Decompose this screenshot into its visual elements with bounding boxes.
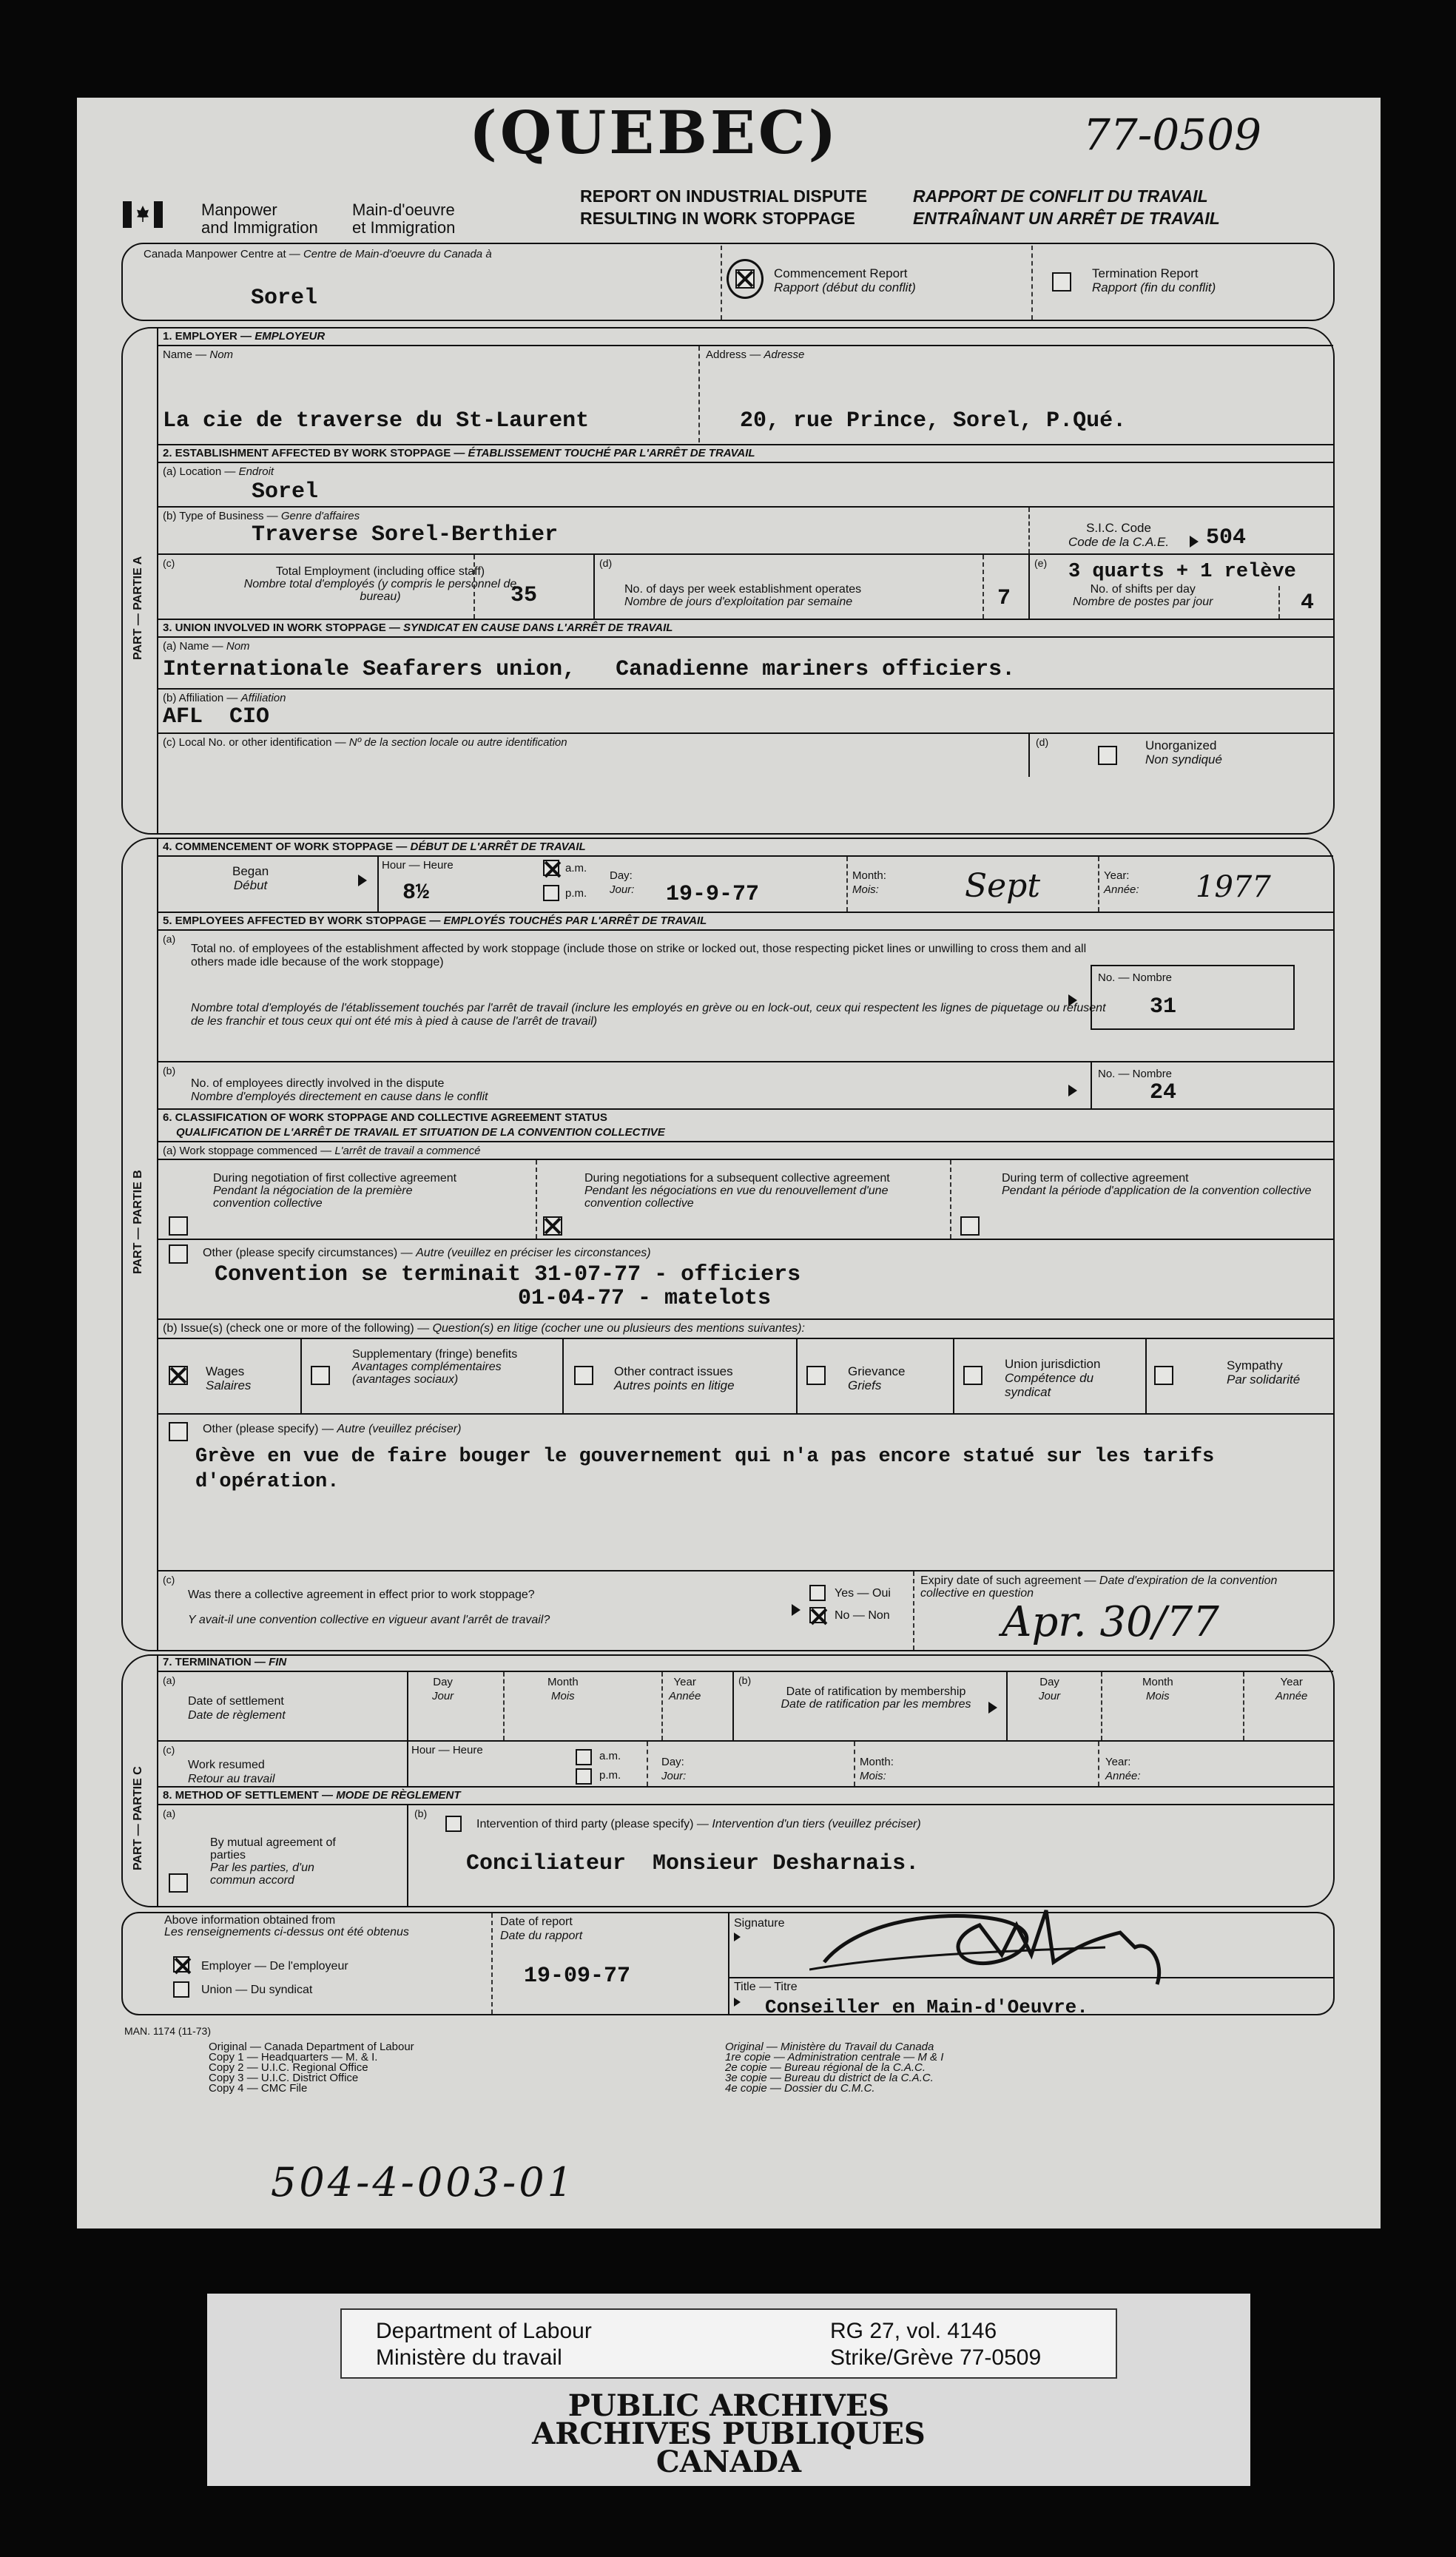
- title-en-line1: REPORT ON INDUSTRIAL DISPUTE: [580, 186, 868, 206]
- archive-stamp-1: PUBLIC ARCHIVES: [567, 2388, 890, 2423]
- resumed-month-label: Month: Mois:: [860, 1756, 894, 1782]
- unorg-label: Unorganized Non syndiqué: [1145, 738, 1222, 767]
- grievance-checkbox[interactable]: [806, 1366, 826, 1385]
- settle-month-label: Month Mois: [547, 1676, 579, 1702]
- title-value: Conseiller en Main-d'Oeuvre.: [765, 1996, 1088, 2018]
- began-label: Began Début: [232, 864, 269, 892]
- title-en-line2: RESULTING IN WORK STOPPAGE: [580, 209, 855, 228]
- other-contract-checkbox[interactable]: [574, 1366, 593, 1385]
- other-circumstances-line2: 01-04-77 - matelots: [518, 1286, 772, 1311]
- sic-value: 504: [1206, 525, 1247, 550]
- signature-scribble: [809, 1881, 1194, 1992]
- total-affected-label: No. — Nombre: [1098, 971, 1173, 984]
- info-source-label: Above information obtained from Les renseignements ci-dessus ont été obtenus: [164, 1914, 409, 1938]
- title-fr-line2: ENTRAÎNANT UN ARRÊT DE TRAVAIL: [913, 209, 1220, 228]
- union-name-label: (a) Name — Nom: [163, 640, 250, 653]
- archive-strip: [207, 2294, 1250, 2486]
- total-emp-value: 35: [510, 583, 538, 608]
- employees-b-tag: (b): [163, 1065, 176, 1077]
- shifts-value: 4: [1301, 590, 1315, 616]
- agreement-yes-checkbox[interactable]: [809, 1585, 826, 1601]
- settle-year-label: Year Année: [669, 1676, 701, 1702]
- form-sheet: [77, 98, 1381, 2228]
- file-code-handwriting: 504-4-003-01: [271, 2159, 576, 2206]
- establishment-header: 2. ESTABLISHMENT AFFECTED BY WORK STOPPAGE — ÉTABLISSEMENT TOUCHÉ PAR L'ARRÊT DE TRAVAIL: [163, 447, 755, 459]
- form-number: MAN. 1174 (11-73): [124, 2025, 211, 2037]
- direct-value: 24: [1150, 1080, 1177, 1105]
- other-circumstances-label: Other (please specify circumstances) — Autre (veuillez en préciser les circonstances): [203, 1247, 651, 1259]
- employer-address-label: Address — Adresse: [706, 348, 805, 361]
- supplementary-checkbox[interactable]: [311, 1366, 330, 1385]
- resumed-am-label: a.m.: [599, 1750, 621, 1762]
- from-union-label: Union — Du syndicat: [201, 1984, 313, 1996]
- agreement-yes-label: Yes — Oui: [835, 1587, 891, 1600]
- archive-ref2: Strike/Grève 77-0509: [830, 2345, 1042, 2370]
- agreement-c-tag: (c): [163, 1574, 175, 1586]
- other-contract-label: Other contract issues Autres points en litige: [614, 1364, 735, 1392]
- employees-b-label: No. of employees directly involved in the dispute Nombre d'employés directement en cause dans le conflit: [191, 1077, 488, 1103]
- third-party-label: Intervention of third party (please specify) — Intervention d'un tiers (veuillez préciser): [476, 1818, 921, 1830]
- settlement-b-tag: (b): [414, 1808, 428, 1819]
- commencement-label: Commencement Report Rapport (début du conflit): [774, 266, 916, 294]
- part-a-label: PART — PARTIE A: [132, 556, 144, 660]
- settlement-header: 8. METHOD OF SETTLEMENT — MODE DE RÈGLEMENT: [163, 1789, 461, 1802]
- employer-name: La cie de traverse du St-Laurent: [163, 408, 590, 434]
- employer-header: 1. EMPLOYER — EMPLOYEUR: [163, 330, 326, 343]
- shifts-note: 3 quarts + 1 relève: [1068, 561, 1296, 583]
- ratif-month-label: Month Mois: [1142, 1676, 1173, 1702]
- first-agreement-checkbox[interactable]: [169, 1216, 188, 1236]
- total-affected-value: 31: [1150, 994, 1177, 1020]
- am-label: a.m.: [565, 862, 587, 875]
- centre-value: Sorel: [251, 286, 318, 311]
- day-label: Day: Jour:: [610, 869, 635, 896]
- days-label: No. of days per week establishment operates Nombre de jours d'exploitation par semaine: [624, 583, 862, 608]
- archive-ref1: RG 27, vol. 4146: [830, 2319, 997, 2343]
- first-agreement-label: During negotiation of first collective agreement Pendant la négociation de la première convention collective: [213, 1172, 457, 1210]
- issue-other-line1: Grève en vue de faire bouger le gouvernement qui n'a pas encore statué sur les tarifs: [195, 1446, 1215, 1468]
- hour-label: Hour — Heure: [382, 859, 454, 872]
- employees-a-fr: Nombre total d'employés de l'établissement touchés par l'arrêt de travail (inclure les employés en grève ou en lock-out, ceux qui respectent les lignes de piquetage ou refusent de les franchir et tous ceux qui ont été mis à pied à cause de l'arrêt de travail): [191, 1002, 1106, 1028]
- dept-en-line1: Manpower: [201, 201, 277, 219]
- resumed-year-label: Year: Année:: [1105, 1756, 1141, 1782]
- termination-c-tag: (c): [163, 1744, 175, 1756]
- pm-label: p.m.: [565, 887, 587, 900]
- other-circumstances-line1: Convention se terminait 31-07-77 - officiers: [215, 1262, 801, 1287]
- resumed-pm-checkbox[interactable]: [576, 1768, 592, 1785]
- month-value: Sept: [965, 867, 1041, 905]
- third-party-checkbox[interactable]: [445, 1816, 462, 1832]
- classification-header-en: 6. CLASSIFICATION OF WORK STOPPAGE AND COLLECTIVE AGREEMENT STATUS: [163, 1111, 607, 1124]
- location-value: Sorel: [252, 479, 319, 505]
- part-b-label: PART — PARTIE B: [132, 1170, 144, 1274]
- from-union-checkbox[interactable]: [173, 1981, 189, 1998]
- month-label: Month: Mois:: [852, 869, 886, 896]
- sic-label: S.I.C. Code Code de la C.A.E.: [1068, 521, 1170, 549]
- agreement-no-label: No — Non: [835, 1609, 890, 1622]
- province-handwriting: (QUEBEC): [469, 98, 840, 167]
- am-checkbox[interactable]: [543, 860, 559, 876]
- part-c-label: PART — PARTIE C: [132, 1766, 144, 1870]
- settlement-date-label: Date of settlement Date de règlement: [188, 1695, 286, 1722]
- third-party-value: Conciliateur Monsieur Desharnais.: [466, 1851, 920, 1876]
- business-label: (b) Type of Business — Genre d'affaires: [163, 510, 360, 522]
- term-agreement-label: During term of collective agreement Pendant la période d'application de la convention collective: [1002, 1172, 1312, 1197]
- title-label: Title — Titre: [734, 1981, 798, 1993]
- subsequent-agreement-label: During negotiations for a subsequent collective agreement Pendant les négociations en vue du renouvellement d'une convention collective: [584, 1172, 890, 1210]
- copies-fr-list: Original — Ministère du Travail du Canada 1re copie — Administration centrale — M & I 2e copie — Bureau régional de la C.A.C. 3e copie — Bureau du district de la C.A.C. 4e copie — Dossier du C.M.C.: [725, 2041, 944, 2095]
- pm-checkbox[interactable]: [543, 885, 559, 901]
- affil-value: AFL CIO: [163, 704, 270, 730]
- expiry-label: Expiry date of such agreement — Date d'expiration de la convention collective en question: [920, 1574, 1278, 1600]
- days-tag: (d): [599, 557, 613, 569]
- archive-dept-fr: Ministère du travail: [376, 2345, 562, 2370]
- report-date-value: 19-09-77: [524, 1964, 631, 1989]
- day-value: 19-9-77: [666, 882, 760, 907]
- termination-label: Termination Report Rapport (fin du conflit): [1092, 266, 1216, 294]
- archive-stamp-2: ARCHIVES PUBLIQUES: [532, 2416, 926, 2451]
- shifts-tag: (e): [1034, 557, 1048, 569]
- days-value: 7: [997, 586, 1011, 611]
- archive-tag: [340, 2308, 1117, 2379]
- jurisdiction-label: Union jurisdiction Compétence du syndicat: [1005, 1357, 1101, 1399]
- ratification-label: Date of ratification by membership Date de ratification par les membres: [781, 1685, 971, 1711]
- centre-label: Canada Manpower Centre at — Centre de Main-d'oeuvre du Canada à: [144, 248, 492, 260]
- grievance-label: Grievance Griefs: [848, 1364, 906, 1392]
- sympathy-checkbox[interactable]: [1154, 1366, 1173, 1385]
- union-header: 3. UNION INVOLVED IN WORK STOPPAGE — SYNDICAT EN CAUSE DANS L'ARRÊT DE TRAVAIL: [163, 621, 673, 634]
- affil-label: (b) Affiliation — Affiliation: [163, 692, 286, 704]
- resumed-label: Work resumed Retour au travail: [188, 1759, 275, 1785]
- dept-fr-line1: Main-d'oeuvre: [352, 201, 455, 219]
- employer-name-label: Name — Nom: [163, 348, 234, 361]
- file-number-handwriting: 77-0509: [1083, 110, 1262, 160]
- stoppage-commenced-label: (a) Work stoppage commenced — L'arrêt de travail a commencé: [163, 1145, 481, 1157]
- copies-en-list: Original — Canada Department of Labour Copy 1 — Headquarters — M. & I. Copy 2 — U.I.C. Regional Office Copy 3 — U.I.C. District Office Copy 4 — CMC File: [209, 2041, 414, 2095]
- wages-checkbox[interactable]: [169, 1366, 188, 1385]
- ratif-day-label: Day Jour: [1039, 1676, 1061, 1702]
- total-emp-tag: (c): [163, 557, 175, 569]
- classification-header-fr: QUALIFICATION DE L'ARRÊT DE TRAVAIL ET SITUATION DE LA CONVENTION COLLECTIVE: [176, 1126, 665, 1139]
- dept-en-line2: and Immigration: [201, 218, 318, 237]
- local-label: (c) Local No. or other identification — Nº de la section locale ou autre identification: [163, 736, 567, 749]
- expiry-value: Apr. 30/77: [1002, 1598, 1219, 1646]
- union-name: Internationale Seafarers union, Canadienne mariners officiers.: [163, 657, 1016, 682]
- issues-label: (b) Issue(s) (check one or more of the following) — Question(s) en litige (cocher une ou plusieurs des mentions suivantes):: [163, 1322, 805, 1335]
- settle-day-label: Day Jour: [432, 1676, 454, 1702]
- termination-a-tag: (a): [163, 1674, 176, 1686]
- from-employer-label: Employer — De l'employeur: [201, 1960, 348, 1973]
- ratif-year-label: Year Année: [1275, 1676, 1308, 1702]
- shifts-label: No. of shifts per day Nombre de postes par jour: [1073, 583, 1213, 608]
- other-circumstances-checkbox[interactable]: [169, 1244, 188, 1264]
- year-value: 1977: [1196, 870, 1271, 904]
- direct-label: No. — Nombre: [1098, 1068, 1173, 1080]
- resumed-day-label: Day: Jour:: [661, 1756, 687, 1782]
- resumed-hour-label: Hour — Heure: [411, 1744, 483, 1756]
- report-date-label: Date of report Date du rapport: [500, 1916, 583, 1942]
- signature-label: Signature: [734, 1917, 785, 1930]
- settlement-a-tag: (a): [163, 1808, 176, 1819]
- dept-fr-line2: et Immigration: [352, 218, 456, 237]
- sympathy-label: Sympathy Par solidarité: [1227, 1358, 1301, 1387]
- employees-header: 5. EMPLOYEES AFFECTED BY WORK STOPPAGE — EMPLOYÉS TOUCHÉS PAR L'ARRÊT DE TRAVAIL: [163, 914, 707, 927]
- canada-flag-icon: [123, 201, 163, 228]
- unorganized-checkbox[interactable]: [1098, 746, 1117, 765]
- jurisdiction-checkbox[interactable]: [963, 1366, 983, 1385]
- term-agreement-checkbox[interactable]: [960, 1216, 980, 1236]
- agreement-question-fr: Y avait-il une convention collective en vigueur avant l'arrêt de travail?: [188, 1614, 550, 1626]
- mutual-agreement-checkbox[interactable]: [169, 1873, 188, 1893]
- total-emp-label: Total Employment (including office staff) Nombre total d'employés (y compris le personnel de bureau): [243, 565, 517, 603]
- from-employer-checkbox[interactable]: [173, 1956, 189, 1973]
- unorg-tag: (d): [1036, 736, 1049, 748]
- subsequent-agreement-checkbox[interactable]: [543, 1216, 562, 1236]
- supplementary-label: Supplementary (fringe) benefits Avantages complémentaires (avantages sociaux): [352, 1348, 518, 1386]
- employees-a-tag: (a): [163, 933, 176, 945]
- hour-value: 8½: [402, 880, 430, 906]
- employees-a-en: Total no. of employees of the establishment affected by work stoppage (include those on strike or locked out, those respecting picket lines or unwilling to cross them and all others made idle because of the work stoppage): [191, 943, 1087, 968]
- commencement-header: 4. COMMENCEMENT OF WORK STOPPAGE — DÉBUT DE L'ARRÊT DE TRAVAIL: [163, 840, 586, 853]
- termination-header: 7. TERMINATION — FIN: [163, 1656, 287, 1668]
- commencement-circle: [727, 259, 764, 299]
- agreement-question-en: Was there a collective agreement in effect prior to work stoppage?: [188, 1589, 535, 1601]
- business-value: Traverse Sorel-Berthier: [252, 522, 559, 548]
- issue-other-line2: d'opération.: [195, 1471, 340, 1493]
- archive-dept-en: Department of Labour: [376, 2319, 592, 2343]
- resumed-am-checkbox[interactable]: [576, 1749, 592, 1765]
- agreement-no-checkbox[interactable]: [809, 1607, 826, 1623]
- archive-stamp-3: CANADA: [655, 2445, 802, 2479]
- employer-address: 20, rue Prince, Sorel, P.Qué.: [740, 408, 1127, 434]
- issue-other-label: Other (please specify) — Autre (veuillez préciser): [203, 1423, 462, 1435]
- issue-other-checkbox[interactable]: [169, 1422, 188, 1441]
- title-fr-line1: RAPPORT DE CONFLIT DU TRAVAIL: [913, 186, 1208, 206]
- wages-label: Wages Salaires: [206, 1364, 252, 1392]
- termination-b-tag: (b): [738, 1674, 752, 1686]
- termination-checkbox[interactable]: [1052, 272, 1071, 292]
- year-label: Year: Année:: [1104, 869, 1139, 896]
- location-label: (a) Location — Endroit: [163, 465, 274, 478]
- resumed-pm-label: p.m.: [599, 1769, 621, 1782]
- mutual-agreement-label: By mutual agreement of parties Par les parties, d'un commun accord: [210, 1836, 336, 1887]
